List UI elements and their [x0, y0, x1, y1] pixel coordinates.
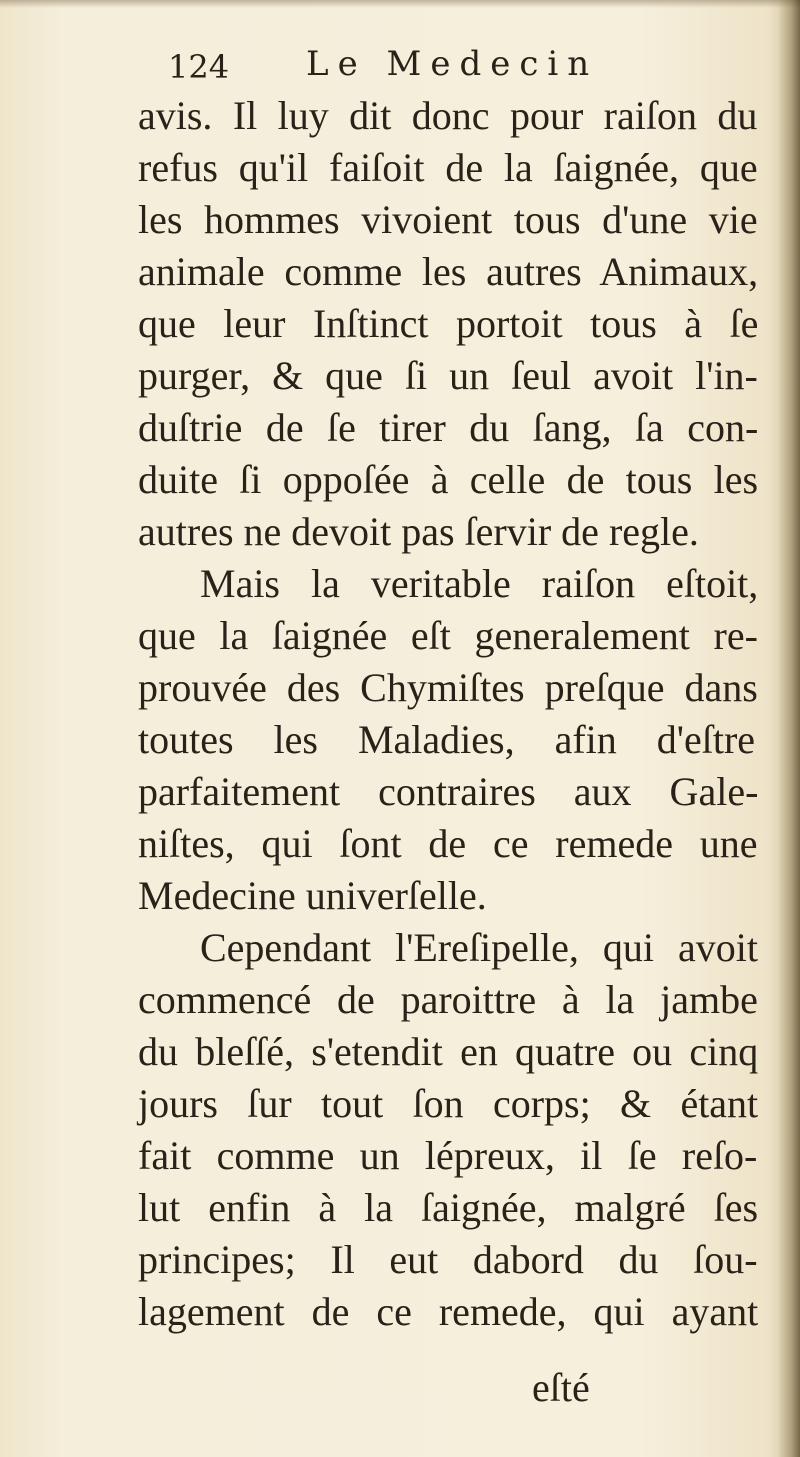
page-top-edge	[0, 0, 800, 8]
text-line: lut enfin à la ſaignée, malgré ſes	[138, 1185, 759, 1230]
page-gutter-shadow	[778, 0, 800, 1457]
text-line: purger, & que ſi un ſeul avoit l'in-	[138, 353, 758, 398]
text-line: autres ne devoit pas ſervir de regle.	[138, 509, 699, 554]
text-line: jours ſur tout ſon corps; & étant	[138, 1081, 759, 1126]
text-line: niſtes, qui ſont de ce remede une	[138, 821, 758, 866]
page-number: 124	[168, 48, 230, 86]
text-line: Medecine univerſelle.	[138, 873, 487, 918]
text-line: du bleſſé, s'etendit en quatre ou cinq	[138, 1029, 759, 1074]
running-title: Le Medecin	[306, 44, 599, 84]
text-line: refus qu'il faiſoit de la ſaignée, que	[138, 145, 758, 190]
text-line: prouvée des Chymiſtes preſque dans	[138, 665, 758, 710]
text-line: duite ſi oppoſée à celle de tous les	[138, 457, 759, 502]
text-line: animale comme les autres Animaux,	[138, 249, 759, 294]
text-line: lagement de ce remede, qui ayant	[138, 1289, 759, 1334]
text-line: toutes les Maladies, afin d'eſtre	[138, 717, 756, 762]
text-line: avis. Il luy dit donc pour raiſon du	[138, 93, 758, 138]
text-line: que leur Inſtinct portoit tous à ſe	[138, 301, 759, 346]
text-line: les hommes vivoient tous d'une vie	[138, 197, 758, 242]
text-line: commencé de paroittre à la jambe	[138, 977, 758, 1022]
text-line: que la ſaignée eſt generalement re-	[138, 613, 758, 658]
paragraph-first-line: Cependant l'Ereſipelle, qui avoit	[200, 925, 758, 970]
text-line: fait comme un lépreux, il ſe reſo-	[138, 1133, 758, 1178]
text-line: principes; Il eut dabord du ſou-	[138, 1237, 758, 1282]
running-header	[168, 44, 768, 94]
paragraph-first-line: Mais la veritable raiſon eſtoit,	[200, 561, 759, 606]
catchword: eſté	[532, 1365, 590, 1410]
text-line: parfaitement contraires aux Gale-	[138, 769, 759, 814]
text-line: duſtrie de ſe tirer du ſang, ſa con-	[138, 405, 759, 450]
